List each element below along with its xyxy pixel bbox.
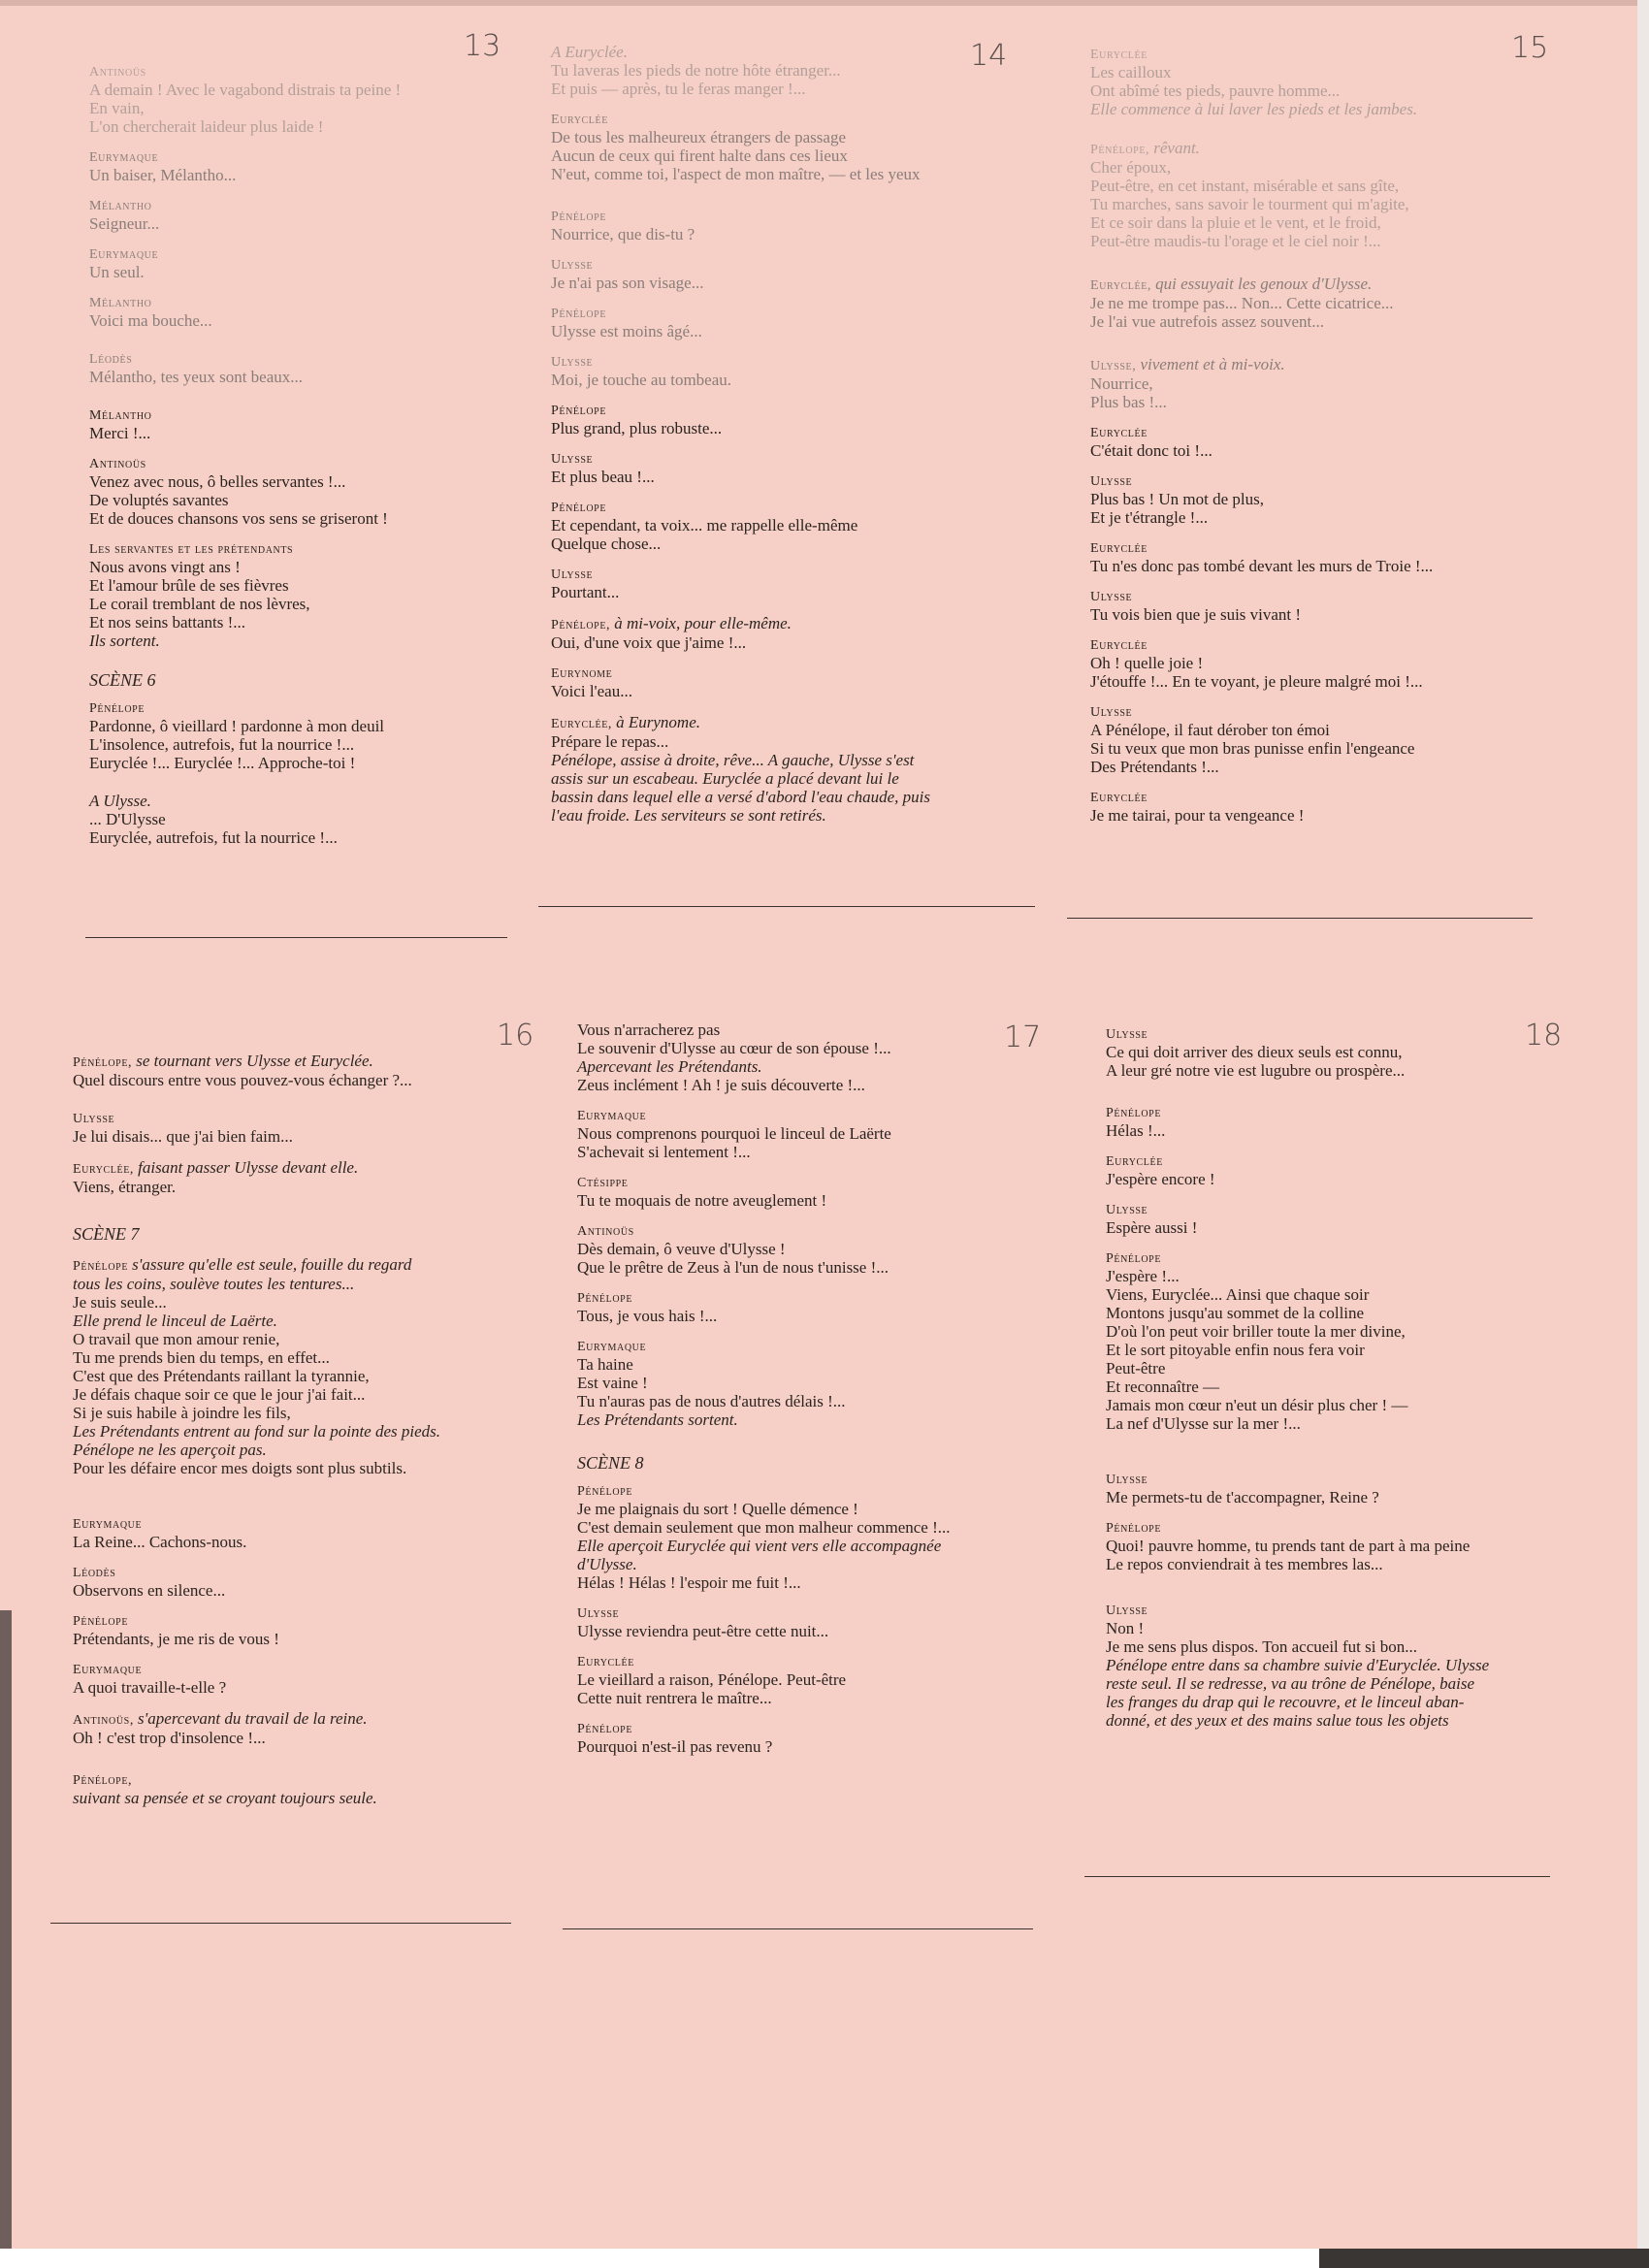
stage-direction: Pénélope ne les aperçoit pas. [73, 1441, 267, 1459]
speaker-name: Eurymaque [89, 247, 159, 262]
speaker-name: Antinoüs [577, 1224, 634, 1239]
verse-line: Merci !... [89, 424, 151, 442]
verse-line: Ont abîmé tes pieds, pauvre homme... [1090, 81, 1341, 100]
verse-line: Est vaine ! [577, 1374, 648, 1392]
verse-line: Peut-être, en cet instant, misérable et sans gîte, [1090, 177, 1400, 195]
speaker-name: Eurynome [551, 666, 613, 681]
faded-passage [1090, 47, 1556, 250]
speaker-name: Mélantho [89, 408, 152, 423]
page-13-column [89, 64, 526, 847]
speaker-name: Pénélope [73, 1259, 129, 1274]
page-16-bottom-rule [50, 1923, 511, 1924]
verse-line: En vain, [89, 99, 145, 117]
verse-line: De tous les malheureux étrangers de passage [551, 128, 846, 146]
speaker-name: Ulysse [551, 355, 594, 370]
verse-line: Moi, je touche au tombeau. [551, 371, 732, 389]
verse-line: Euryclée !... Euryclée !... Approche-toi ! [89, 754, 356, 772]
verse-line: Et nos seins battants !... [89, 613, 246, 632]
verse-line: Un seul. [89, 263, 145, 281]
verse-line: Je me sens plus dispos. Ton accueil fut si bon... [1106, 1637, 1417, 1656]
verse-line: Le corail tremblant de nos lèvres, [89, 595, 310, 613]
page-number-16: 16 [497, 1019, 534, 1053]
stage-direction: s'apercevant du travail de la reine. [138, 1709, 368, 1728]
verse-line: S'achevait si lentement !... [577, 1143, 751, 1161]
verse-line: Je défais chaque soir ce que le jour j'ai fait... [73, 1385, 366, 1404]
verse-line: Pourtant... [551, 583, 620, 601]
faded-passage [551, 43, 1026, 98]
speaker-heading: Pénélope, rêvant. [1090, 139, 1200, 157]
speaker-name: Pénélope [551, 404, 607, 418]
verse-line: C'est que des Prétendants raillant la tyrannie, [73, 1367, 370, 1385]
stage-direction: reste seul. Il se redresse, va au trône de Pénélope, baise [1106, 1674, 1475, 1693]
stage-direction: l'eau froide. Les serviteurs se sont retirés. [551, 806, 826, 825]
stage-direction: Elle aperçoit Euryclée qui vient vers elle accompagnée [577, 1537, 942, 1555]
speaker-name: Pénélope [1106, 1106, 1162, 1120]
verse-line: N'eut, comme toi, l'aspect de mon maître, — et les yeux [551, 165, 921, 183]
verse-line: Quoi! pauvre homme, tu prends tant de part à ma peine [1106, 1537, 1471, 1555]
verse-line: Cher époux, [1090, 158, 1172, 177]
page-15-bottom-rule [1067, 918, 1533, 919]
verse-line: Un baiser, Mélantho... [89, 166, 237, 184]
verse-line: Oh ! quelle joie ! [1090, 654, 1204, 672]
speaker-name: Mélantho [89, 296, 152, 310]
verse-line: Euryclée, autrefois, fut la nourrice !... [89, 828, 338, 847]
stage-direction: suivant sa pensée et se croyant toujours seule. [73, 1789, 377, 1807]
speaker-name: Léodès [89, 352, 133, 367]
scene-heading: SCÈNE 8 [577, 1453, 644, 1473]
speaker-name: Euryclée [1090, 791, 1148, 805]
verse-line: Et cependant, ta voix... me rappelle elle-même [551, 516, 858, 535]
page-14-bottom-rule [538, 906, 1035, 907]
speaker-name: Eurymaque [577, 1340, 647, 1354]
scan-top-edge [0, 0, 1649, 6]
verse-line: Plus bas ! Un mot de plus, [1090, 490, 1264, 508]
verse-line: Quel discours entre vous pouvez-vous échanger ?... [73, 1071, 412, 1089]
verse-line: Pour les défaire encor mes doigts sont plus subtils. [73, 1459, 407, 1477]
speaker-name: Pénélope [1106, 1521, 1162, 1536]
speaker-name: Pénélope [577, 1291, 633, 1306]
speaker-name: Ctésippe [577, 1176, 629, 1190]
verse-line: Hélas ! Hélas ! l'espoir me fuit !... [577, 1573, 801, 1592]
verse-line: Tu n'auras pas de nous d'autres délais !... [577, 1392, 846, 1410]
speaker-name: Antinoüs [73, 1713, 130, 1728]
verse-line: Cette nuit rentrera le maître... [577, 1689, 772, 1707]
verse-line: Pardonne, ô vieillard ! pardonne à mon deuil [89, 717, 385, 735]
verse-line: Pourquoi n'est-il pas revenu ? [577, 1737, 773, 1756]
speaker-name: Euryclée [73, 1162, 130, 1177]
speaker-name: Mélantho [89, 199, 152, 213]
page-number-17: 17 [1004, 1021, 1042, 1054]
speaker-name: Euryclée [551, 113, 608, 127]
speaker-name: Euryclée [1090, 541, 1148, 556]
verse-line: Ulysse reviendra peut-être cette nuit... [577, 1622, 829, 1640]
speaker-name: Euryclée [577, 1655, 634, 1669]
speaker-name: Ulysse [1106, 1604, 1148, 1618]
speaker-name: Pénélope, [73, 1773, 133, 1788]
verse-line: Et puis — après, tu le feras manger !... [551, 80, 806, 98]
verse-line: Venez avec nous, ô belles servantes !... [89, 472, 346, 491]
stage-direction: Apercevant les Prétendants. [577, 1057, 762, 1076]
verse-line: Et ce soir dans la pluie et le vent, et le froid, [1090, 213, 1381, 232]
verse-line: Viens, Euryclée... Ainsi que chaque soir [1106, 1285, 1370, 1304]
page-18-bottom-rule [1084, 1876, 1550, 1877]
speaker-name: Ulysse [73, 1112, 115, 1126]
speaker-name: Euryclée [1090, 278, 1148, 293]
speaker-name: Ulysse [1090, 474, 1133, 489]
speaker-name: Pénélope [1106, 1251, 1162, 1266]
scene-heading: SCÈNE 6 [89, 670, 156, 690]
verse-line: Viens, étranger. [73, 1178, 177, 1196]
page-number-14: 14 [970, 39, 1008, 73]
verse-line: Tu n'es donc pas tombé devant les murs de Troie !... [1090, 557, 1434, 575]
verse-line: Oh ! c'est trop d'insolence !... [73, 1729, 266, 1747]
speaker-name: Antinoüs [89, 457, 146, 471]
verse-line: Si je suis habile à joindre les fils, [73, 1404, 291, 1422]
speaker-name: Eurymaque [73, 1663, 143, 1677]
speaker-heading: Euryclée, qui essuyait les genoux d'Ulysse. [1090, 275, 1373, 293]
page-14-column [551, 43, 1026, 825]
verse-line: Oui, d'une voix que j'aime !... [551, 633, 747, 652]
verse-line: Des Prétendants !... [1090, 758, 1219, 776]
verse-line: Nourrice, [1090, 374, 1153, 393]
verse-line: A demain ! Avec le vagabond distrais ta peine ! [89, 81, 402, 99]
speaker-name: Ulysse [1106, 1203, 1148, 1217]
speaker-heading [73, 1256, 534, 1275]
verse-line: Je me tairai, pour ta vengeance ! [1090, 806, 1305, 825]
verse-line: C'était donc toi !... [1090, 441, 1212, 460]
verse-line: Et le sort pitoyable enfin nous fera voir [1106, 1341, 1365, 1359]
speaker-heading: Ulysse, vivement et à mi-voix. [1090, 355, 1285, 373]
stage-direction: Pénélope entre dans sa chambre suivie d'Euryclée. Ulysse [1106, 1656, 1490, 1674]
verse-line: Nous comprenons pourquoi le linceul de Laërte [577, 1124, 891, 1143]
scan-bottom-band [0, 2249, 1649, 2268]
speaker-name: Pénélope [577, 1722, 633, 1736]
verse-line: Me permets-tu de t'accompagner, Reine ? [1106, 1488, 1379, 1507]
page-number-15: 15 [1511, 31, 1549, 65]
speaker-name: Les servantes et les prétendants [89, 542, 294, 557]
verse-line: Montons jusqu'au sommet de la colline [1106, 1304, 1365, 1322]
verse-line: Non ! [1106, 1619, 1145, 1637]
verse-line: Je me plaignais du sort ! Quelle démence ! [577, 1500, 858, 1518]
speaker-name: Léodès [73, 1566, 116, 1580]
stage-direction: à Eurynome. [616, 713, 700, 731]
verse-line: La Reine... Cachons-nous. [73, 1533, 247, 1551]
speaker-name: Pénélope [89, 701, 146, 716]
verse-line: Jamais mon cœur n'eut un désir plus cher ! — [1106, 1396, 1408, 1414]
verse-line: Si tu veux que mon bras punisse enfin l'engeance [1090, 739, 1415, 758]
faded-passage [89, 64, 526, 136]
stage-direction: faisant passer Ulysse devant elle. [138, 1158, 359, 1177]
verse-line: Et plus beau !... [551, 468, 655, 486]
verse-line: Je l'ai vue autrefois assez souvent... [1090, 312, 1324, 331]
scene-heading: SCÈNE 7 [73, 1224, 140, 1244]
stage-direction: qui essuyait les genoux d'Ulysse. [1155, 275, 1373, 293]
verse-line: C'est demain seulement que mon malheur commence !... [577, 1518, 951, 1537]
verse-line: A Pénélope, il faut dérober ton émoi [1090, 721, 1330, 739]
stage-direction: Les Prétendants entrent au fond sur la pointe des pieds. [73, 1422, 441, 1441]
verse-line: A quoi travaille-t-elle ? [73, 1678, 227, 1697]
stage-direction: se tournant vers Ulysse et Euryclée. [136, 1052, 373, 1070]
stage-direction: Ils sortent. [89, 632, 160, 650]
stage-direction: les franges du drap qui le recouvre, et le linceul aban- [1106, 1693, 1465, 1711]
verse-line: Prétendants, je me ris de vous ! [73, 1630, 279, 1648]
spacer [89, 772, 526, 792]
faded-passage [551, 112, 1026, 389]
verse-line: A leur gré notre vie est lugubre ou prospère... [1106, 1061, 1406, 1080]
verse-line: L'insolence, autrefois, fut la nourrice !... [89, 735, 355, 754]
speaker-name: Antinoüs [89, 65, 146, 80]
verse-line: Zeus inclément ! Ah ! je suis découverte !... [577, 1076, 865, 1094]
verse-line: Observons en silence... [73, 1581, 226, 1600]
verse-line: D'où l'on peut voir briller toute la mer divine, [1106, 1322, 1406, 1341]
verse-line: Je ne me trompe pas... Non... Cette cicatrice... [1090, 294, 1394, 312]
verse-line: Prépare le repas... [551, 732, 669, 751]
stage-direction: assis sur un escabeau. Euryclée a placé devant lui le [551, 769, 899, 788]
speaker-name: Ulysse [577, 1606, 620, 1621]
verse-line: Et de douces chansons vos sens se griseront ! [89, 509, 388, 528]
speaker-name: Eurymaque [73, 1517, 143, 1532]
verse-line: Et je t'étrangle !... [1090, 508, 1209, 527]
verse-line: Tous, je vous hais !... [577, 1307, 718, 1325]
speaker-name: Eurymaque [89, 150, 159, 165]
scan-right-edge [1637, 0, 1649, 2268]
speaker-heading: Pénélope, se tournant vers Ulysse et Euryclée. [73, 1052, 373, 1070]
speaker-name: Euryclée [551, 717, 608, 731]
speaker-name: Euryclée [1090, 48, 1148, 62]
verse-line: Peut-être maudis-tu l'orage et le ciel noir !... [1090, 232, 1381, 250]
page-16-column [73, 1053, 534, 1807]
verse-line: J'étouffe !... En te voyant, je pleure malgré moi !... [1090, 672, 1423, 691]
verse-line: Le souvenir d'Ulysse au cœur de son épouse !... [577, 1039, 891, 1057]
verse-line: Le repos conviendrait à tes membres las... [1106, 1555, 1383, 1573]
speaker-name: Euryclée [1090, 638, 1148, 653]
speaker-name: Pénélope [551, 501, 607, 515]
faded-passage [1090, 275, 1556, 411]
verse-line: Dès demain, ô veuve d'Ulysse ! [577, 1240, 786, 1258]
verse-line: Ulysse est moins âgé... [551, 322, 702, 340]
speaker-name: Pénélope [73, 1055, 129, 1070]
stage-direction: d'Ulysse. [577, 1555, 637, 1573]
verse-line: Plus bas !... [1090, 393, 1167, 411]
verse-line: Je n'ai pas son visage... [551, 274, 704, 292]
speaker-heading: Euryclée, faisant passer Ulysse devant elle. [73, 1158, 359, 1177]
verse-line: Le vieillard a raison, Pénélope. Peut-être [577, 1670, 847, 1689]
verse-line: Tu me prends bien du temps, en effet... [73, 1348, 330, 1367]
verse-line: Plus grand, plus robuste... [551, 419, 723, 437]
speaker-name: Pénélope [73, 1614, 129, 1629]
speaker-name: Eurymaque [577, 1109, 647, 1123]
speaker-heading: Pénélope, à mi-voix, pour elle-même. [551, 614, 792, 632]
page-number-13: 13 [464, 29, 501, 63]
verse-line: Peut-être [1106, 1359, 1166, 1377]
verse-line: Espère aussi ! [1106, 1218, 1198, 1237]
verse-line: Vous n'arracherez pas [577, 1021, 721, 1039]
speaker-name: Pénélope [551, 210, 607, 224]
page-17-column [577, 1021, 1067, 1756]
verse-line: Tu marches, sans savoir le tourment qui m'agite, [1090, 195, 1409, 213]
verse-line: Et reconnaître — [1106, 1377, 1220, 1396]
faded-passage [89, 149, 526, 386]
verse-line: La nef d'Ulysse sur la mer !... [1106, 1414, 1301, 1433]
page-number-18: 18 [1525, 1019, 1563, 1053]
stage-direction: Pénélope, assise à droite, rêve... A gauche, Ulysse s'est [551, 751, 915, 769]
verse-line: Et l'amour brûle de ses fièvres [89, 576, 289, 595]
speaker-heading: Euryclée, à Eurynome. [551, 713, 700, 731]
verse-line: L'on chercherait laideur plus laide ! [89, 117, 324, 136]
verse-line: Aucun de ceux qui firent halte dans ces lieux [551, 146, 848, 165]
stage-direction: à mi-voix, pour elle-même. [614, 614, 792, 632]
verse-line: Tu vois bien que je suis vivant ! [1090, 605, 1302, 624]
speaker-name: Pénélope [551, 618, 607, 632]
page-15-column [1090, 47, 1556, 825]
speaker-name: Ulysse [1090, 590, 1133, 604]
verse-line: Ce qui doit arriver des dieux seuls est connu, [1106, 1043, 1403, 1061]
verse-line: Quelque chose... [551, 535, 662, 553]
verse-line: Tu te moquais de notre aveuglement ! [577, 1191, 827, 1210]
verse-line: Les cailloux [1090, 63, 1172, 81]
page-18-column [1106, 1026, 1567, 1730]
verse-line: Hélas !... [1106, 1121, 1166, 1140]
verse-line: Ta haine [577, 1355, 633, 1374]
verse-line: O travail que mon amour renie, [73, 1330, 280, 1348]
speaker-name: Ulysse [551, 567, 594, 582]
verse-line: Voici ma bouche... [89, 311, 212, 330]
verse-line: Voici l'eau... [551, 682, 632, 700]
speaker-name: Ulysse [551, 452, 594, 467]
speaker-name: Euryclée [1090, 426, 1148, 440]
speaker-name: Pénélope [551, 307, 607, 321]
verse-line: Nourrice, que dis-tu ? [551, 225, 695, 243]
verse-line: Tu laveras les pieds de notre hôte étranger... [551, 61, 841, 80]
verse-line: J'espère encore ! [1106, 1170, 1215, 1188]
verse-line: Que le prêtre de Zeus à l'un de nous t'unisse !... [577, 1258, 889, 1277]
speaker-name: Pénélope [1090, 143, 1147, 157]
verse-line: Seigneur... [89, 214, 160, 233]
verse-line: Mélantho, tes yeux sont beaux... [89, 368, 304, 386]
stage-direction: Les Prétendants sortent. [577, 1410, 738, 1429]
page-13-bottom-rule [85, 937, 507, 938]
stage-direction: bassin dans lequel elle a versé d'abord l'eau chaude, puis [551, 788, 930, 806]
stage-direction: tous les coins, soulève toutes les tentures... [73, 1275, 355, 1293]
verse-line: Je suis seule... [73, 1293, 167, 1312]
page-17-bottom-rule [563, 1928, 1033, 1929]
speaker-name: Pénélope [577, 1484, 633, 1499]
stage-direction: rêvant. [1153, 139, 1200, 157]
verse-line: J'espère !... [1106, 1267, 1180, 1285]
scan-left-shadow [0, 1610, 12, 2251]
verse-line: ... D'Ulysse [89, 810, 166, 828]
verse-line: De voluptés savantes [89, 491, 229, 509]
speaker-heading: Antinoüs, s'apercevant du travail de la reine. [73, 1709, 368, 1728]
stage-direction: vivement et à mi-voix. [1140, 355, 1285, 373]
stage-direction: s'assure qu'elle est seule, fouille du regard [132, 1255, 412, 1274]
stage-direction: Elle prend le linceul de Laërte. [73, 1312, 277, 1330]
speaker-name: Ulysse [1090, 705, 1133, 720]
speaker-name: Ulysse [1106, 1027, 1148, 1042]
speaker-name: Ulysse [1106, 1473, 1148, 1487]
verse-line: Nous avons vingt ans ! [89, 558, 241, 576]
verse-line: Je lui disais... que j'ai bien faim... [73, 1127, 293, 1146]
speaker-name: Ulysse [1090, 359, 1133, 373]
stage-direction: donné, et des yeux et des mains salue tous les objets [1106, 1711, 1449, 1730]
stage-direction: A Ulysse. [89, 792, 151, 810]
speaker-name: Euryclée [1106, 1154, 1163, 1169]
stage-direction: A Euryclée. [551, 43, 628, 61]
stage-direction: Elle commence à lui laver les pieds et les jambes. [1090, 100, 1418, 118]
speaker-name: Ulysse [551, 258, 594, 273]
